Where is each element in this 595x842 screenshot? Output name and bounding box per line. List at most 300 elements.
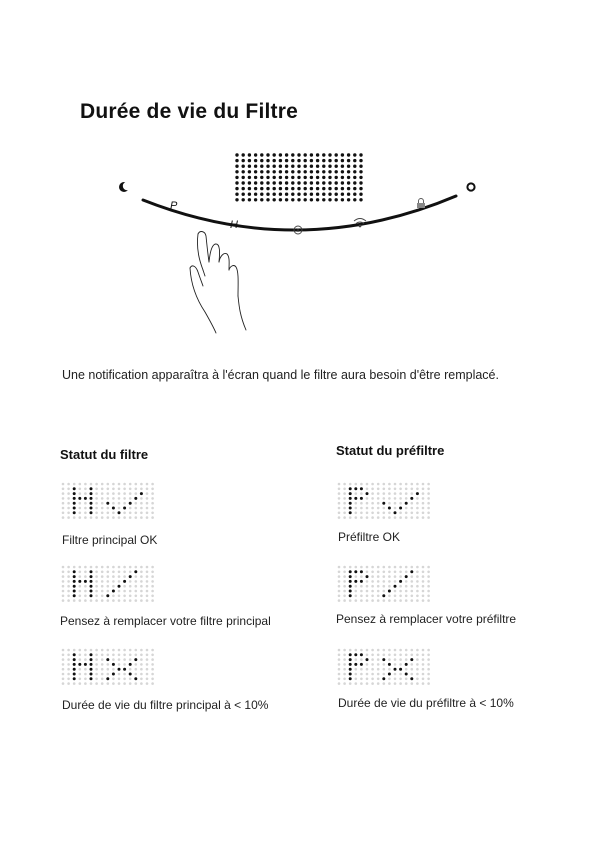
dot-off [427, 516, 430, 519]
dot-off [151, 580, 154, 583]
dot-off [377, 590, 380, 593]
dot-on [73, 487, 76, 490]
dot-off [338, 571, 341, 574]
dot-off [377, 595, 380, 598]
dot-off [343, 668, 346, 671]
dot-off [67, 678, 70, 681]
dot-off [67, 580, 70, 583]
dot-off [107, 663, 110, 666]
dot-off [405, 682, 408, 685]
dot-off [422, 575, 425, 578]
dot-on [106, 658, 109, 661]
dot-on [129, 575, 132, 578]
dot-on [90, 663, 93, 666]
dot-off [338, 483, 341, 486]
dot-off [140, 575, 143, 578]
dot-on [73, 658, 76, 661]
dot-on [90, 497, 93, 500]
dot-off [371, 668, 374, 671]
dot-off [62, 658, 65, 661]
dot-off [135, 492, 138, 495]
dot-off [343, 502, 346, 505]
prefilter-status-title: Statut du préfiltre [336, 443, 445, 458]
dot-off [355, 516, 358, 519]
dot-off [343, 590, 346, 593]
dot-off [360, 492, 363, 495]
dot-off [84, 654, 87, 657]
dot-off [118, 571, 121, 574]
dot-off [151, 488, 154, 491]
dot-off [146, 658, 149, 661]
dot-on [90, 502, 93, 505]
dot-off [90, 682, 93, 685]
dot-off [338, 512, 341, 515]
dot-on [354, 653, 357, 656]
dot-off [422, 492, 425, 495]
dot-off [394, 502, 397, 505]
dot-off [422, 595, 425, 598]
dot-off [366, 585, 369, 588]
dot-off [79, 668, 82, 671]
dot-off [67, 497, 70, 500]
dot-off [422, 673, 425, 676]
dot-off [399, 575, 402, 578]
dot-off [67, 668, 70, 671]
dot-off [67, 492, 70, 495]
dot-off [383, 580, 386, 583]
dot-off [405, 488, 408, 491]
dot-off [107, 575, 110, 578]
dot-off [405, 507, 408, 510]
dot-on [90, 594, 93, 597]
dot-off [371, 673, 374, 676]
dot-off [84, 488, 87, 491]
dot-off [371, 488, 374, 491]
dot-off [377, 654, 380, 657]
dot-off [411, 654, 414, 657]
dot-off [355, 649, 358, 652]
dot-off [355, 492, 358, 495]
dot-off [118, 599, 121, 602]
dot-off [101, 507, 104, 510]
dot-off [399, 663, 402, 666]
dot-off [123, 575, 126, 578]
dot-off [399, 599, 402, 602]
dot-off [140, 595, 143, 598]
dot-off [118, 595, 121, 598]
dot-off [388, 488, 391, 491]
dot-off [129, 595, 132, 598]
dot-off [146, 599, 149, 602]
dot-off [151, 497, 154, 500]
dot-off [355, 502, 358, 505]
dot-off [399, 566, 402, 569]
dot-off [366, 663, 369, 666]
dot-off [123, 516, 126, 519]
dot-off [67, 502, 70, 505]
dot-off [411, 595, 414, 598]
dot-off [135, 507, 138, 510]
dot-off [427, 590, 430, 593]
dot-off [394, 571, 397, 574]
dot-off [394, 488, 397, 491]
dot-off [388, 599, 391, 602]
dot-off [371, 682, 374, 685]
prefilter-status-caption-ok: Préfiltre OK [338, 530, 401, 544]
page-title: Durée de vie du Filtre [80, 100, 298, 123]
dot-off [427, 502, 430, 505]
dot-off [383, 497, 386, 500]
dot-on [73, 502, 76, 505]
dot-off [338, 502, 341, 505]
dot-off [388, 502, 391, 505]
dot-off [107, 516, 110, 519]
dot-off [416, 599, 419, 602]
dot-off [388, 512, 391, 515]
filter-status-display-replace [60, 564, 160, 604]
dot-off [422, 566, 425, 569]
dot-off [427, 492, 430, 495]
dot-on [73, 677, 76, 680]
dot-off [338, 599, 341, 602]
label-h[interactable]: H [230, 219, 238, 231]
dot-off [427, 649, 430, 652]
dot-off [411, 492, 414, 495]
dot-off [416, 571, 419, 574]
dot-off [79, 502, 82, 505]
dot-off [140, 580, 143, 583]
dot-off [62, 507, 65, 510]
dot-off [422, 512, 425, 515]
dot-off [360, 668, 363, 671]
dot-off [123, 492, 126, 495]
dot-off [422, 502, 425, 505]
dot-off [343, 678, 346, 681]
dot-off [366, 595, 369, 598]
dot-off [101, 668, 104, 671]
dot-off [118, 497, 121, 500]
dot-off [343, 649, 346, 652]
dot-off [405, 590, 408, 593]
dot-off [349, 566, 352, 569]
dot-on [354, 487, 357, 490]
dot-off [140, 585, 143, 588]
dot-on [349, 585, 352, 588]
dot-off [422, 571, 425, 574]
dot-off [405, 585, 408, 588]
dot-on [382, 677, 385, 680]
dot-off [383, 599, 386, 602]
dot-on [73, 575, 76, 578]
dot-off [355, 658, 358, 661]
dot-off [129, 492, 132, 495]
dot-off [129, 571, 132, 574]
dot-off [140, 590, 143, 593]
dot-off [79, 673, 82, 676]
dot-off [146, 492, 149, 495]
dot-off [366, 654, 369, 657]
dot-off [422, 654, 425, 657]
dot-off [377, 512, 380, 515]
dot-off [377, 497, 380, 500]
dot-on [112, 507, 115, 510]
dot-off [101, 599, 104, 602]
dot-off [135, 580, 138, 583]
dot-off [107, 654, 110, 657]
dot-off [383, 585, 386, 588]
dot-off [112, 658, 115, 661]
dot-off [95, 507, 98, 510]
dot-off [62, 512, 65, 515]
dot-off [427, 580, 430, 583]
dot-off [371, 483, 374, 486]
dot-off [394, 516, 397, 519]
dot-off [129, 668, 132, 671]
dot-off [405, 649, 408, 652]
dot-off [101, 575, 104, 578]
dot-off [129, 649, 132, 652]
dot-off [366, 580, 369, 583]
dot-off [377, 566, 380, 569]
dot-off [416, 512, 419, 515]
dot-off [112, 599, 115, 602]
dot-off [95, 673, 98, 676]
dot-off [140, 673, 143, 676]
dot-off [140, 668, 143, 671]
moon-icon[interactable] [119, 182, 131, 192]
dot-off [383, 492, 386, 495]
filter-status-display-ok [60, 481, 160, 521]
dot-off [338, 654, 341, 657]
dot-off [118, 678, 121, 681]
dot-off [62, 682, 65, 685]
dot-off [394, 673, 397, 676]
prefilter-status-display-ok [336, 481, 436, 521]
dot-off [107, 571, 110, 574]
lock-icon[interactable] [417, 199, 425, 209]
dot-off [107, 580, 110, 583]
dot-off [405, 512, 408, 515]
label-p[interactable]: P [170, 200, 178, 212]
dot-off [377, 483, 380, 486]
dot-off [118, 575, 121, 578]
dot-off [394, 483, 397, 486]
dot-off [107, 590, 110, 593]
dot-off [151, 571, 154, 574]
dot-off [123, 483, 126, 486]
dot-on [382, 502, 385, 505]
dot-off [422, 516, 425, 519]
dot-off [394, 654, 397, 657]
dot-off [101, 654, 104, 657]
dot-off [343, 488, 346, 491]
dot-off [427, 663, 430, 666]
dot-on [78, 663, 81, 666]
dot-off [416, 585, 419, 588]
dot-off [112, 682, 115, 685]
dot-off [371, 571, 374, 574]
dot-off [399, 483, 402, 486]
dot-off [135, 575, 138, 578]
dot-off [67, 590, 70, 593]
dot-off [67, 507, 70, 510]
dot-off [67, 649, 70, 652]
dot-off [338, 663, 341, 666]
dot-off [416, 673, 419, 676]
dot-off [135, 516, 138, 519]
dot-off [79, 488, 82, 491]
dot-off [123, 658, 126, 661]
dot-off [118, 483, 121, 486]
dot-off [90, 599, 93, 602]
dot-off [349, 599, 352, 602]
dot-off [118, 488, 121, 491]
dot-off [388, 580, 391, 583]
dot-off [95, 566, 98, 569]
dot-on [118, 668, 121, 671]
dot-off [151, 595, 154, 598]
dot-on [366, 492, 369, 495]
dot-off [112, 595, 115, 598]
dot-off [129, 488, 132, 491]
dot-on [73, 497, 76, 500]
dot-off [338, 580, 341, 583]
dot-on [73, 594, 76, 597]
dot-off [371, 599, 374, 602]
dot-off [73, 649, 76, 652]
dot-off [146, 580, 149, 583]
dot-off [101, 673, 104, 676]
dot-off [84, 492, 87, 495]
dot-off [343, 595, 346, 598]
dot-off [394, 497, 397, 500]
dot-off [84, 512, 87, 515]
dot-off [151, 502, 154, 505]
dot-off [95, 658, 98, 661]
dot-on [90, 487, 93, 490]
dot-off [79, 590, 82, 593]
dot-off [146, 497, 149, 500]
dot-off [338, 585, 341, 588]
dot-off [411, 488, 414, 491]
dot-on [134, 677, 137, 680]
dot-off [399, 678, 402, 681]
dot-off [405, 678, 408, 681]
dot-off [343, 512, 346, 515]
filter-status-caption-replace: Pensez à remplacer votre filtre principal [60, 614, 271, 628]
dot-off [383, 507, 386, 510]
dot-off [67, 566, 70, 569]
dot-off [377, 507, 380, 510]
dot-off [112, 575, 115, 578]
dot-off [79, 507, 82, 510]
dot-on [360, 653, 363, 656]
dot-off [355, 512, 358, 515]
dot-off [129, 599, 132, 602]
dot-off [422, 663, 425, 666]
dot-off [338, 678, 341, 681]
dot-off [394, 599, 397, 602]
dot-on [366, 658, 369, 661]
dot-off [394, 566, 397, 569]
dot-off [338, 590, 341, 593]
dot-on [360, 497, 363, 500]
dot-off [411, 673, 414, 676]
dot-off [405, 483, 408, 486]
dot-off [371, 566, 374, 569]
dot-on [349, 511, 352, 514]
dot-on [349, 580, 352, 583]
dot-off [151, 590, 154, 593]
dot-off [416, 663, 419, 666]
dot-off [394, 678, 397, 681]
dot-off [360, 575, 363, 578]
dot-on [360, 580, 363, 583]
dot-off [405, 492, 408, 495]
dot-off [355, 566, 358, 569]
dot-off [84, 595, 87, 598]
dot-off [84, 682, 87, 685]
dot-off [151, 599, 154, 602]
dot-off [129, 580, 132, 583]
dot-off [146, 488, 149, 491]
dot-off [416, 497, 419, 500]
dot-on [360, 570, 363, 573]
dot-off [422, 658, 425, 661]
dot-off [411, 580, 414, 583]
hand-pointer-icon [190, 232, 246, 333]
dot-off [405, 566, 408, 569]
dot-off [411, 649, 414, 652]
dot-off [79, 654, 82, 657]
dot-off [371, 512, 374, 515]
power-icon[interactable] [467, 183, 474, 190]
dot-off [129, 497, 132, 500]
dot-off [411, 516, 414, 519]
dot-off [112, 497, 115, 500]
dot-off [394, 590, 397, 593]
dot-off [95, 599, 98, 602]
dot-off [416, 590, 419, 593]
dot-off [383, 575, 386, 578]
dot-off [129, 566, 132, 569]
dot-off [366, 512, 369, 515]
dot-off [422, 483, 425, 486]
dot-off [416, 595, 419, 598]
dot-off [62, 516, 65, 519]
dot-off [343, 571, 346, 574]
dot-off [338, 673, 341, 676]
dot-on [90, 677, 93, 680]
dot-off [107, 673, 110, 676]
dot-off [383, 668, 386, 671]
dot-off [118, 590, 121, 593]
dot-off [118, 649, 121, 652]
dot-off [62, 673, 65, 676]
dot-off [399, 516, 402, 519]
dot-off [101, 580, 104, 583]
dot-off [67, 654, 70, 657]
dot-off [399, 571, 402, 574]
dot-off [343, 585, 346, 588]
dot-off [79, 649, 82, 652]
dot-on [134, 497, 137, 500]
dot-off [151, 516, 154, 519]
dot-off [388, 595, 391, 598]
dot-off [377, 663, 380, 666]
dot-off [95, 516, 98, 519]
dot-off [427, 599, 430, 602]
